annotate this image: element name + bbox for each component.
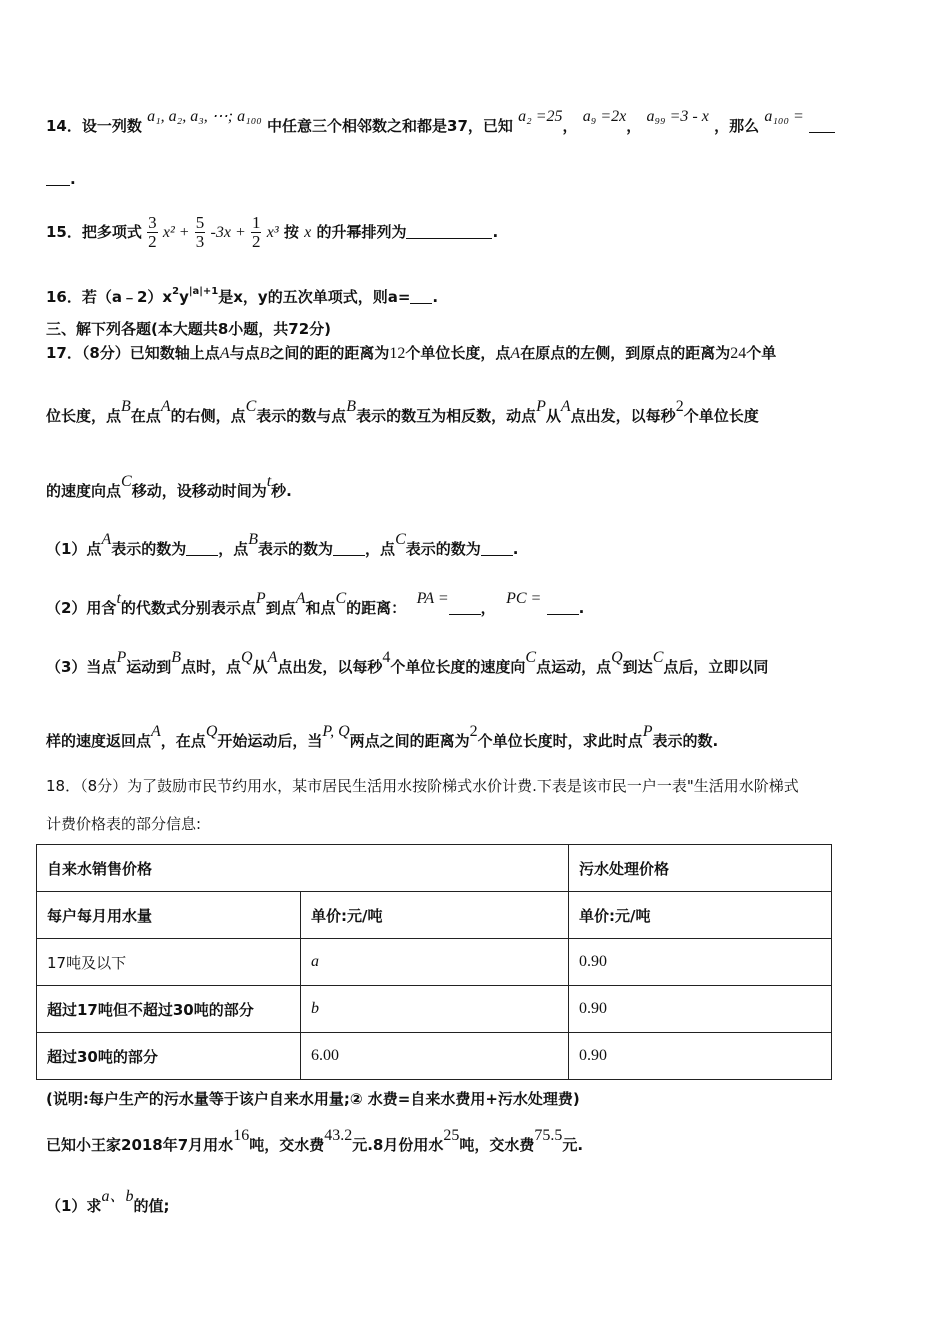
- q15-answer-blank: [406, 224, 492, 239]
- q14-sequence: a₁, a₂, a₃, ⋯; a₁₀₀: [147, 108, 262, 125]
- q16-answer-blank: [410, 289, 432, 304]
- q17-blank-PA: [449, 600, 481, 615]
- q17-line1: 17．（8分）已知数轴上点A与点B之间的距的距离为12个单位长度，点A在原点的左侧，到原点的距离为24个单: [46, 344, 777, 362]
- q17-line3: 的速度向点C移动，设移动时间为t秒.: [46, 473, 292, 500]
- q15-line: 15．把多项式 $\frac{3}{2}$ x² + $\frac{5}{3}$ -3x + $\frac{1}{2}$ x³ 按 x 的升幂排列为 .: [46, 213, 499, 251]
- q17-sub3-cont: 样的速度返回点A，在点Q开始运动后，当P, Q两点之间的距离为2个单位长度时，求此时点P表示的数.: [46, 723, 719, 750]
- table-col-sewage-price: 单价:元/吨: [569, 892, 832, 939]
- q17-sub2: （2）用含t的代数式分别表示点P到点A和点C的距离： PA =， PC = .: [46, 590, 585, 617]
- q18-sub1: （1）求a、b的值;: [46, 1188, 170, 1215]
- q17-blank-A: [186, 541, 218, 556]
- q15-fraction-2: $\frac{5}{3}$: [195, 213, 205, 251]
- q17-blank-B: [333, 541, 365, 556]
- water-price-table: [36, 844, 832, 1080]
- section-3-heading: 三、解下列各题(本大题共8小题，共72分): [46, 320, 332, 338]
- q17-blank-C: [481, 541, 513, 556]
- q14-answer-blank-cont: [46, 171, 70, 186]
- table-row: 超过17吨但不超过30吨的部分 b 0.90: [37, 986, 832, 1033]
- q14-a99: a₉₉ =3 - x: [646, 108, 709, 125]
- q14-answer-blank: [809, 118, 835, 133]
- q16-line: 16．若$(a﹣2)x^2y^{|a|+1}$是x，y的五次单项式，则a= .: [46, 286, 439, 306]
- q18-given: 已知小王家2018年7月用水16吨，交水费43.2元.8月份用水25吨，交水费75.5元.: [46, 1127, 584, 1154]
- q17-sub3: （3）当点P运动到B点时，点Q从A点出发，以每秒4个单位长度的速度向C点运动，点Q到达C点后，立即以同: [46, 649, 769, 676]
- q15-fraction-1: $\frac{3}{2}$: [148, 213, 157, 251]
- q14-line1: 14．设一列数 a₁, a₂, a₃, ⋯; a₁₀₀ 中任意三个相邻数之和都是37，已知 a₂ =25， a₉ =2x， a₉₉ =3 - x ，那么 a₁₀₀ =: [46, 115, 910, 136]
- q17-sub1: （1）点A表示的数为 ，点B表示的数为 ，点C表示的数为 .: [46, 531, 519, 558]
- q17-line2: 位长度，点B在点A的右侧，点C表示的数与点B表示的数互为相反数，动点P从A点出发，以每秒2个单位长度: [46, 398, 759, 425]
- q18-line1: 18．（8分）为了鼓励市民节约用水，某市居民生活用水按阶梯式水价计费.下表是该市民一户一表"生活用水阶梯式: [46, 777, 799, 795]
- q17-PC: PC =: [506, 590, 542, 607]
- table-col-unit-price: 单价:元/吨: [301, 892, 569, 939]
- table-header-tapwater: 自来水销售价格: [37, 845, 569, 892]
- q15-fraction-3: $\frac{1}{2}$: [251, 213, 261, 251]
- table-header-sewage: 污水处理价格: [569, 845, 832, 892]
- q17-PA: PA =: [416, 590, 449, 607]
- table-row: 17吨及以下 a 0.90: [37, 939, 832, 986]
- q14-a100: a₁₀₀ =: [764, 108, 804, 125]
- table-col-usage: 每户每月用水量: [37, 892, 301, 939]
- q18-note: (说明:每户生产的污水量等于该户自来水用量;② 水费=自来水费用+污水处理费): [46, 1090, 580, 1108]
- q17-blank-PC: [547, 600, 579, 615]
- q14-a2: a₂ =25: [518, 108, 563, 125]
- q14-line2: .: [46, 170, 910, 188]
- q18-line2: 计费价格表的部分信息:: [46, 815, 202, 833]
- q14-a9: a₉ =2x: [582, 108, 627, 125]
- table-row: 超过30吨的部分 6.00 0.90: [37, 1033, 832, 1080]
